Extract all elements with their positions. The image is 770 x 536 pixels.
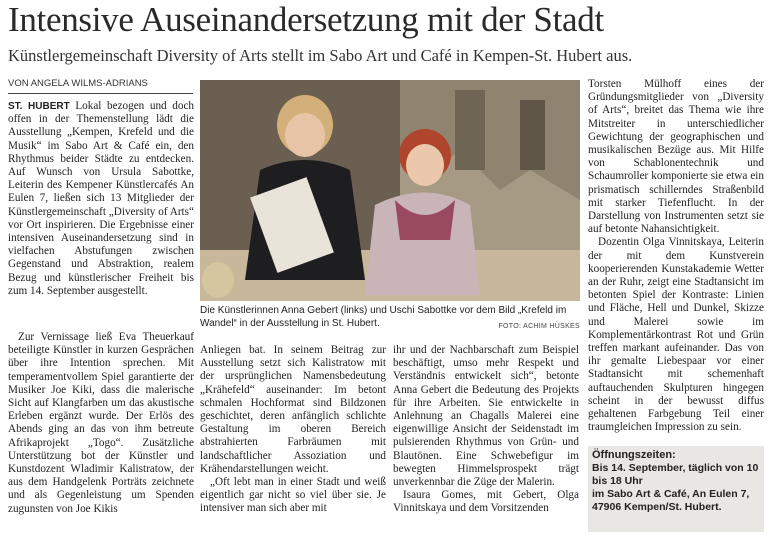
dateline: ST. HUBERT [8,101,70,112]
opening-hours-box [588,446,764,532]
subheadline: Künstlergemeinschaft Diversity of Arts stellt im Sabo Art und Café in Kempen-St. Hubert aus. [8,46,633,65]
caption-text: Die Künstlerinnen Anna Gebert (links) und Uschi Sabottke vor dem Bild „Krefeld im Wandel“ in der Ausstellung in St. Hubert. [200,305,567,329]
photo-credit: FOTO: ACHIM HÜSKES [498,323,580,330]
paragraph: Dozentin Olga Vinnitskaya, Leiterin der mit dem Kunstverein kooperierenden Kunstakademie Wetter an der Ruhr, zeigt eine Stadtansicht im betonten Spiel der Kontraste: Linien und Fläche, Hell und Dunkel, Skizze und Malerei sowie im Komplementärkontrast Rot und Grün treffen markant aufeinander. Das von ihr gemalte Liebespaar vor einer Stadtansicht mit schemenhaft auftauchenden Skulpturen hingegen scheint in der bewusst diffus gehaltenen Farbgebung Teil einer traumgleichen Impression zu sein. [588,236,764,434]
paragraph: Lokal bezogen und doch offen in der Themenstellung lädt die Ausstellung „Kempen, Krefeld und die Musik“ im Sabo Art & Café ein, den Rhythmus beider Städte zu entdecken. Auf Wunsch von Ursula Sabottke, Leiterin des Kempener Künstlercafés An Eulen 7, ließen sich 13 Mitglieder der Künstlergemeinschaft „Diversity of Arts“ vor Ort inspirieren. Die Ergebnisse einer intensiven Auseinandersetzung sind in vielfachen Abstufungen zwischen Gegenstand und Abstraktion, realem Bezug und künstlerischer Freiheit bis zum 14. September ausgestellt. [8,100,194,297]
article-column-1-continued [8,331,194,516]
info-line: im Sabo Art & Café, An Eulen 7, 47906 Kempen/St. Hubert. [592,488,750,513]
headline: Intensive Auseinandersetzung mit der Stadt [8,0,604,39]
article-photo [200,80,580,301]
article-column-1 [8,100,194,298]
info-line: Bis 14. September, täglich von 10 bis 18 Uhr [592,462,759,487]
paragraph: Zur Vernissage ließ Eva Theuerkauf beteiligte Künstler in kurzen Gesprächen über ihre Intention sprechen. Mit temperamentvollem Spiel garantierte der Musiker Joe Kiki, dass die malerische Sicht auf Klangfarben um das akustische Erleben ergänzt wurde. Der Erlös des Abends ging an das von ihm betreute Afrikaprojekt „Togo“. Zusätzliche Unterstützung bot der Künstler und Kunstdozent Wladimir Kalistratow, der aus dem Handgelenk Porträts zeichnete und als Gegenleistung um Spenden zugunsten von Joe Kikis [8,331,194,515]
info-title: Öffnungszeiten: [592,449,676,461]
byline: VON ANGELA WILMS-ADRIANS [8,77,193,94]
paragraph: „Oft lebt man in einer Stadt und weiß eigentlich gar nicht so viel über sie. Je intensiver man sich aber mit [200,476,386,515]
article-column-3 [393,344,579,516]
paragraph: Anliegen bat. In seinem Beitrag zur Ausstellung setzt sich Kalistratow mit der ursprünglichen Namensbedeutung „Krähefeld“ auseinander: Im betont schmalen Hochformat sind Bildzonen geschichtet, deren anfänglich schlichte Gestaltung im oberen Bereich abstrahierten Farbräumen mit landschaftlicher Assoziation und Krähendarstellungen weicht. [200,344,386,475]
paragraph: Isaura Gomes, mit Gebert, Olga Vinnitskaya und dem Vorsitzenden [393,489,579,515]
photo-illustration [200,80,580,301]
paragraph: Torsten Mülhoff eines der Gründungsmitglieder von „Diversity of Arts“, breitet das Thema wie ihre Mitstreiter in unterschiedlicher Gewichtung der geographischen und musikalischen Bezüge aus. Mit Hilfe von Schablonentechnik und Schaumroller komponierte sie etwa ein prismatisch schillerndes Straßenbild mit starker Tiefenflucht. In der Darstellung von Instrumenten setzt sie auf betonte Nahansichtigkeit. [588,78,764,236]
article-column-2 [200,344,386,516]
paragraph: ihr und der Nachbarschaft zum Beispiel beschäftigt, umso mehr Respekt und Verständnis entwickelt sich“, betonte Anna Gebert die Bedeutung des Projekts für ihre Arbeiten. Sie entwickelte in Anlehnung an Chagalls Malerei eine eigenwillige Ansicht der Seidenstadt im pulsierenden Rhythmus von Grün- und Blautönen. Eine Schwebefigur im bewegten Himmelsprospekt trägt unverkennbar die Züge der Malerin. [393,344,579,489]
photo-caption [200,304,580,333]
article-column-4 [588,78,764,434]
